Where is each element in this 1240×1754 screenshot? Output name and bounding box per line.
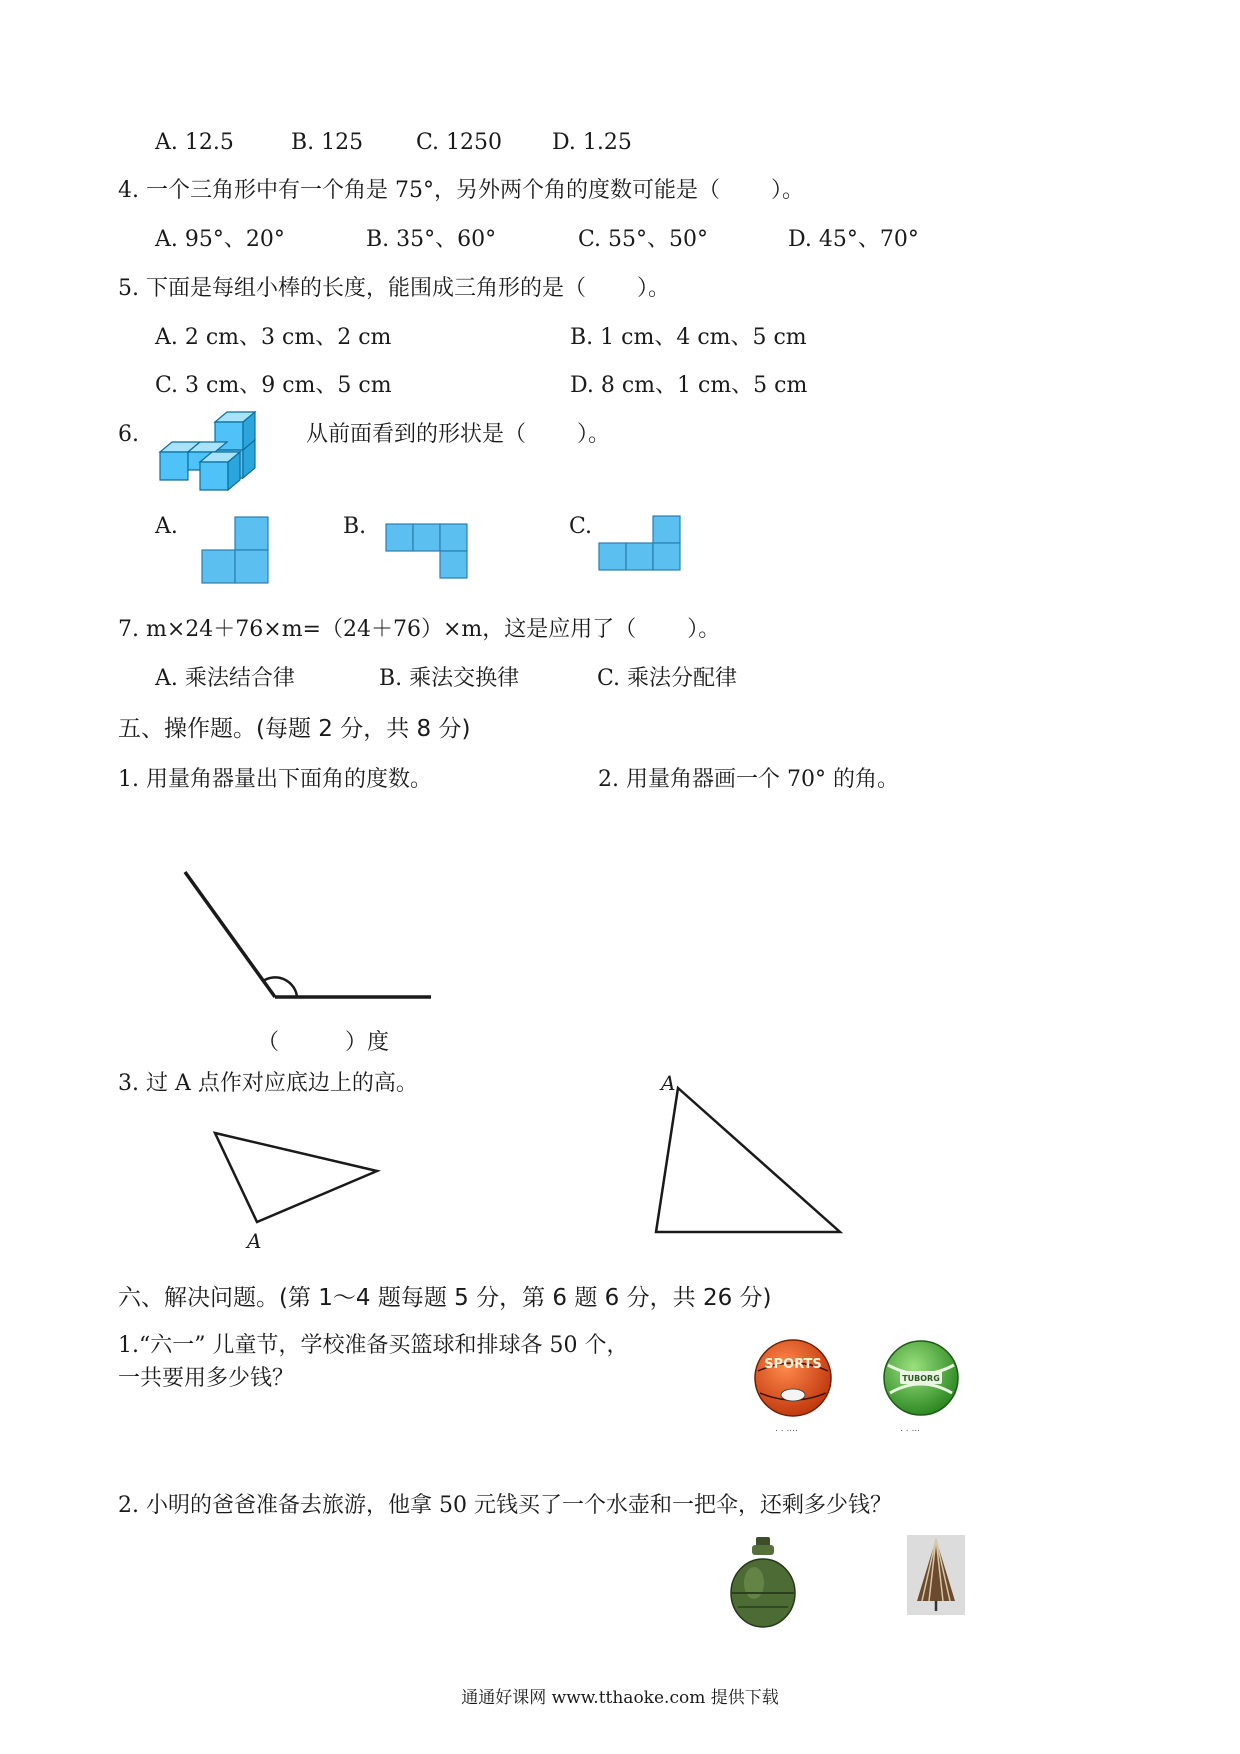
triangle-1-label-a: A [247, 1229, 262, 1253]
q4-option-d: D. 45°、70° [788, 227, 919, 252]
volleyball-image [878, 1335, 964, 1435]
q7-option-c: C. 乘法分配律 [597, 666, 738, 691]
q7-option-a: A. 乘法结合律 [155, 666, 295, 691]
basketball-text: SPORTS [764, 1357, 822, 1372]
q6-number: 6. [118, 422, 139, 447]
q7-stem: 7. m×24＋76×m=（24＋76）×m，这是应用了（ ）。 [118, 617, 721, 642]
q4-stem: 4. 一个三角形中有一个角是 75°，另外两个角的度数可能是（ ）。 [118, 178, 804, 203]
q5-option-d: D. 8 cm、1 cm、5 cm [570, 373, 808, 398]
page-footer: 通通好课网 www.tthaoke.com 提供下载 [461, 1688, 779, 1708]
q4-option-a: A. 95°、20° [155, 227, 285, 252]
q3-option-d: D. 1.25 [552, 130, 632, 155]
q5-option-b: B. 1 cm、4 cm、5 cm [570, 325, 807, 350]
q6-label-c: C. [569, 514, 593, 539]
q4-option-b: B. 35°、60° [366, 227, 497, 252]
q6-stem: 从前面看到的形状是（ ）。 [306, 422, 610, 447]
svg-text:. . ....: . . .... [775, 1424, 798, 1434]
svg-text:. . ...: . . ... [900, 1424, 921, 1434]
triangle-2 [650, 1080, 850, 1240]
section5-title: 五、操作题。(每题 2 分，共 8 分) [118, 716, 471, 742]
q6-option-a-figure [200, 515, 272, 587]
section5-q1: 1. 用量角器量出下面角的度数。 [118, 767, 432, 792]
triangle-2-label-a: A [661, 1071, 676, 1095]
section6-q2: 2. 小明的爸爸准备去旅游，他拿 50 元钱买了一个水壶和一把伞，还剩多少钱？ [118, 1493, 892, 1518]
section6-q1-line1: 1.“六一” 儿童节，学校准备买篮球和排球各 50 个， [118, 1333, 629, 1358]
q6-label-b: B. [343, 514, 367, 539]
q5-option-a: A. 2 cm、3 cm、2 cm [155, 325, 392, 350]
q5-option-c: C. 3 cm、9 cm、5 cm [155, 373, 392, 398]
q6-cube-stack-figure [155, 410, 267, 495]
q6-label-a: A. [155, 514, 178, 539]
angle-figure [175, 860, 440, 1010]
section6-q1-line2: 一共要用多少钱？ [118, 1366, 295, 1391]
section5-q3: 3. 过 A 点作对应底边上的高。 [118, 1071, 418, 1096]
basketball-image [750, 1335, 836, 1435]
triangle-1 [205, 1125, 385, 1235]
section5-q2: 2. 用量角器画一个 70° 的角。 [598, 767, 899, 792]
section6-title: 六、解决问题。(第 1～4 题每题 5 分，第 6 题 6 分，共 26 分) [118, 1285, 772, 1311]
q6-option-b-figure [384, 522, 468, 584]
umbrella-image [907, 1535, 965, 1615]
volleyball-text: TUBORG [902, 1374, 940, 1383]
water-bottle-image [724, 1535, 804, 1631]
q3-option-a: A. 12.5 [155, 130, 234, 155]
q7-option-b: B. 乘法交换律 [379, 666, 520, 691]
q6-option-c-figure [596, 514, 684, 576]
angle-answer-blank: （ ）度 [257, 1030, 390, 1055]
q3-option-c: C. 1250 [416, 130, 503, 155]
q5-stem: 5. 下面是每组小棒的长度，能围成三角形的是（ ）。 [118, 276, 670, 301]
q4-option-c: C. 55°、50° [578, 227, 709, 252]
q3-option-b: B. 125 [291, 130, 364, 155]
